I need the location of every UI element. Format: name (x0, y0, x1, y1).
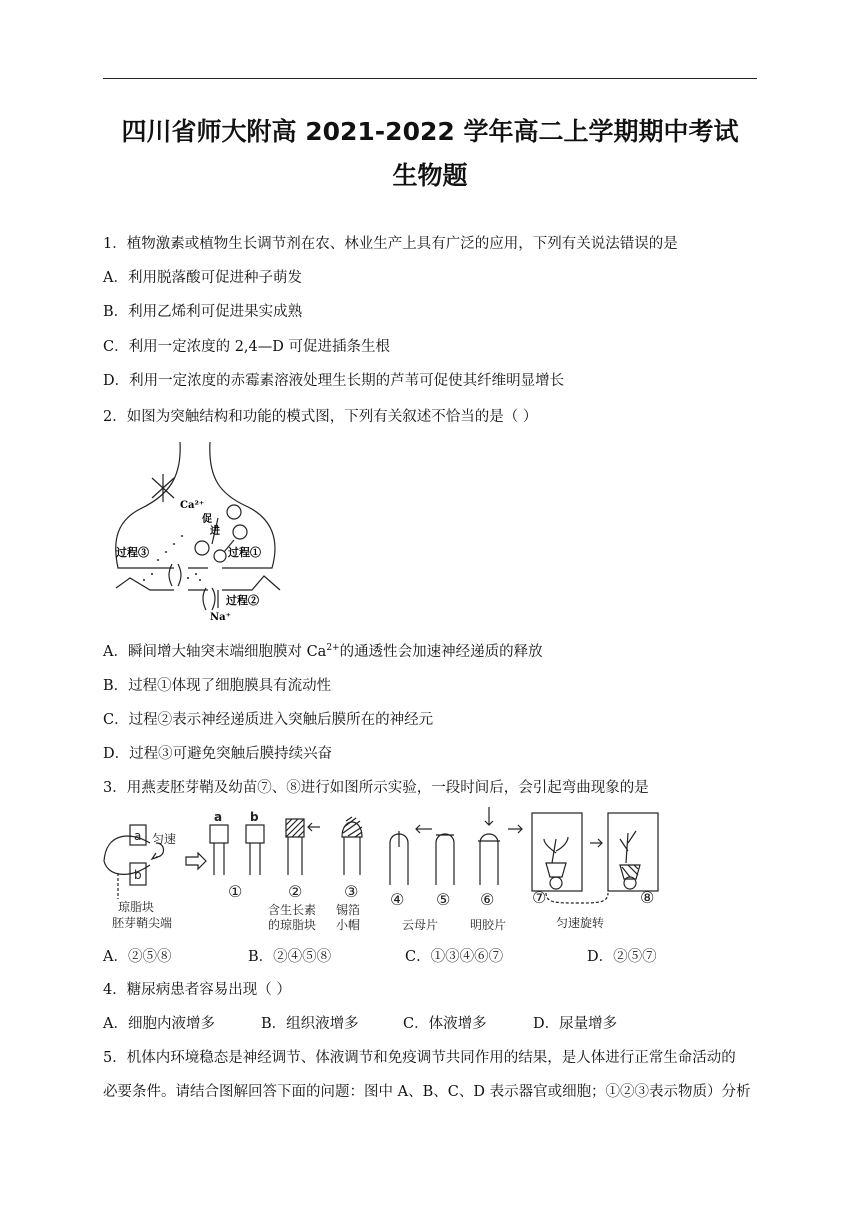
q4-option-d: D．尿量增多 (533, 1016, 618, 1032)
q3-option-a: A．②⑤⑧ (103, 949, 172, 965)
fig-yunsu-label: 匀速 (152, 832, 177, 846)
q1-stem: 1．植物激素或植物生长调节剂在农、林业生产上具有广泛的应用，下列有关说法错误的是 (103, 236, 678, 252)
fig-cu-label: 促 (202, 514, 212, 525)
fig-n2-label: ② (288, 882, 303, 901)
fig-block-a-label: a (214, 810, 223, 824)
q5-line-2: 必要条件。请结合图解回答下面的问题：图中 A、B、C、D 表示器官或细胞；①②③表示物质）分析 (103, 1084, 751, 1100)
fig-cap-label: 小帽 (336, 918, 361, 932)
q5-line-1: 5．机体内环境稳态是神经调节、体液调节和免疫调节共同作用的结果，是人体进行正常生命活动的 (103, 1050, 736, 1066)
q4-option-a: A．细胞内液增多 (103, 1016, 215, 1032)
fig-rotate-label: 匀速旋转 (556, 916, 605, 930)
q3-stem: 3．用燕麦胚芽鞘及幼苗⑦、⑧进行如图所示实验，一段时间后，会引起弯曲现象的是 (103, 780, 649, 796)
fig-mica-label: 云母片 (402, 918, 439, 932)
q2-option-b: B．过程①体现了细胞膜具有流动性 (103, 678, 332, 694)
fig-n4-label: ④ (390, 890, 405, 909)
q1-option-d: D．利用一定浓度的赤霉素溶液处理生长期的芦苇可促使其纤维明显增长 (103, 373, 565, 389)
fig-foil-label: 锡箔 (336, 903, 361, 917)
q1-option-a: A．利用脱落酸可促进种子萌发 (103, 270, 302, 286)
q3-option-d: D．②⑤⑦ (587, 949, 657, 965)
coleoptile-figure (100, 803, 700, 938)
q2-option-a-superscript: 2+ (326, 643, 340, 654)
q2-option-a-text-end: 的通透性会加速神经递质的释放 (339, 644, 543, 660)
q4-option-b: B．组织液增多 (261, 1016, 359, 1032)
fig-n3-label: ③ (344, 882, 359, 901)
exam-subtitle: 生物题 (392, 161, 468, 190)
q2-option-a (103, 640, 543, 661)
fig-auxin-label: 含生长素 (268, 903, 317, 917)
fig-process3-label: 过程③ (116, 546, 149, 559)
fig-n6-label: ⑥ (480, 890, 495, 909)
q3-option-b: B．②④⑤⑧ (248, 949, 332, 965)
fig-agar-label: 琼脂块 (118, 900, 155, 914)
q2-option-c: C．过程②表示神经递质进入突触后膜所在的神经元 (103, 712, 434, 728)
fig-block-b-label: b (250, 810, 259, 824)
fig-process2-label: 过程② (226, 594, 259, 607)
fig-n1-label: ① (228, 882, 243, 901)
fig-jin-label: 进 (210, 526, 220, 537)
q3-option-c: C．①③④⑥⑦ (405, 949, 504, 965)
fig-ca-label: Ca²⁺ (180, 500, 205, 511)
q2-option-d: D．过程③可避免突触后膜持续兴奋 (103, 746, 333, 762)
fig-a-label: a (134, 829, 142, 843)
fig-n5-label: ⑤ (436, 890, 451, 909)
fig-n8-label: ⑧ (640, 888, 655, 907)
fig-process1-label: 过程① (228, 546, 261, 559)
fig-gelatin-label: 明胶片 (470, 918, 507, 932)
q4-stem: 4．糖尿病患者容易出现（ ） (103, 982, 291, 998)
q1-option-b: B．利用乙烯利可促进果实成熟 (103, 304, 303, 320)
fig-n7-label: ⑦ (532, 888, 547, 907)
fig-tip-label: 胚芽鞘尖端 (112, 916, 173, 930)
fig-agarblock-label: 的琼脂块 (268, 918, 317, 932)
fig-na-label: Na⁺ (210, 612, 231, 620)
header-rule (103, 78, 757, 79)
q1-option-c: C．利用一定浓度的 2,4—D 可促进插条生根 (103, 339, 390, 355)
q2-stem: 2．如图为突触结构和功能的模式图，下列有关叙述不恰当的是（ ） (103, 409, 538, 425)
q4-option-c: C．体液增多 (403, 1016, 487, 1032)
q2-option-a-text: A．瞬间增大轴突末端细胞膜对 Ca (103, 644, 327, 660)
fig-b-label: b (134, 868, 142, 882)
exam-title: 四川省师大附高 2021-2022 学年高二上学期期中考试 (121, 117, 739, 146)
synapse-figure (112, 440, 282, 620)
